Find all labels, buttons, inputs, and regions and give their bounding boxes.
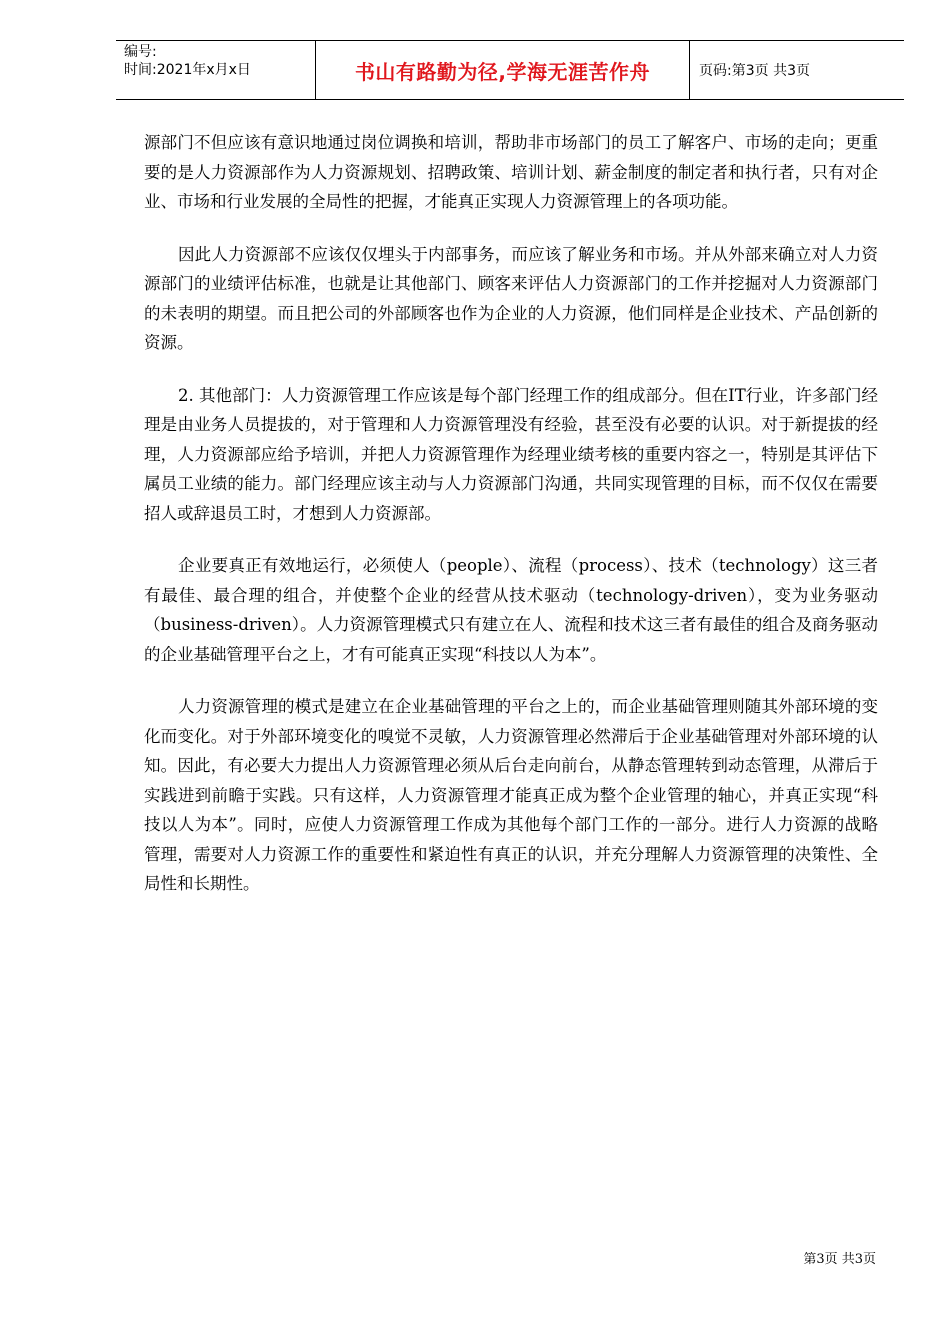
paragraph-4: 企业要真正有效地运行，必须使人（people）、流程（process）、技术（technology）这三者有最佳、最合理的组合，并使整个企业的经营从技术驱动（technology-driven），变为业务驱动（business-driven）。人力资源管理模式只有建立在人、流程和技术这三者有最佳的组合及商务驱动的企业基础管理平台之上，才有可能真正实现“科技以人为本”。	[144, 556, 878, 664]
paragraph-5: 人力资源管理的模式是建立在企业基础管理的平台之上的，而企业基础管理则随其外部环境的变化而变化。对于外部环境变化的嗅觉不灵敏，人力资源管理必然滞后于企业基础管理对外部环境的认知。因此，有必要大力提出人力资源管理必须从后台走向前台，从静态管理转到动态管理，从滞后于实践进到前瞻于实践。只有这样，人力资源管理才能真正成为整个企业管理的轴心，并真正实现“科技以人为本”。同时，应使人力资源管理工作成为其他每个部门工作的一部分。进行人力资源的战略管理，需要对人力资源工作的重要性和紧迫性有真正的认识，并充分理解人力资源管理的决策性、全局性和长期性。	[144, 697, 878, 893]
paragraph-2: 因此人力资源部不应该仅仅埋头于内部事务，而应该了解业务和市场。并从外部来确立对人力资源部门的业绩评估标准，也就是让其他部门、顾客来评估人力资源部门的工作并挖掘对人力资源部门的未表明的期望。而且把公司的外部顾客也作为企业的人力资源，他们同样是企业技术、产品创新的资源。	[144, 244, 878, 352]
document-number-label: 编号:	[124, 44, 157, 60]
header-page-info: 页码:第3页 共3页	[699, 63, 810, 79]
page-footer: 第3页 共3页	[803, 1252, 876, 1267]
header-motto: 书山有路勤为径,学海无涯苦作舟	[316, 41, 690, 99]
header-meta-cell	[116, 41, 316, 99]
document-date-label: 时间:2021年x月x日	[124, 62, 251, 78]
page-header	[116, 40, 904, 100]
paragraph-3: 2. 其他部门：人力资源管理工作应该是每个部门经理工作的组成部分。但在IT行业，许多部门经理是由业务人员提拔的，对于管理和人力资源管理没有经验，甚至没有必要的认识。对于新提拔的经理，人力资源部应给予培训，并把人力资源管理作为经理业绩考核的重要内容之一，特别是其评估下属员工业绩的能力。部门经理应该主动与人力资源部门沟通，共同实现管理的目标，而不仅仅在需要招人或辞退员工时，才想到人力资源部。	[144, 385, 878, 523]
paragraph-1: 源部门不但应该有意识地通过岗位调换和培训，帮助非市场部门的员工了解客户、市场的走向；更重要的是人力资源部作为人力资源规划、招聘政策、培训计划、薪金制度的制定者和执行者，只有对企业、市场和行业发展的全局性的把握，才能真正实现人力资源管理上的各项功能。	[144, 133, 878, 211]
document-body	[144, 128, 878, 922]
